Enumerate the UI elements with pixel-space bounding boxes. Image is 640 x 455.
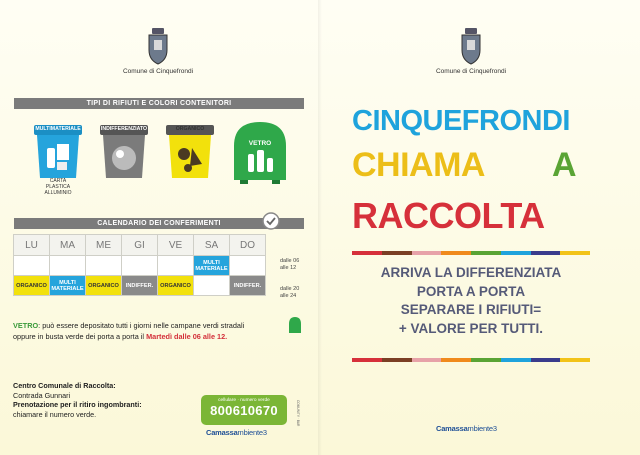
- tagline-line: PORTA A PORTA: [416, 283, 526, 299]
- bin-indifferenziato: [98, 120, 150, 184]
- municipality-name: Comune di Cinquefrondi: [122, 68, 194, 75]
- day-lu: LU: [14, 235, 50, 256]
- calendar-cell: [50, 256, 86, 276]
- ritiro-text: chiamare il numero verde.: [13, 409, 97, 419]
- vertical-text: COMUNITY · BAR: [296, 400, 300, 427]
- vetro-text: : può essere depositato tutti i giorni nelle campane verdi stradali: [38, 321, 245, 330]
- bin-caption-multimateriale: CARTA PLASTICA ALLUMINIO: [44, 178, 72, 196]
- vetro-note: [13, 320, 303, 342]
- calendar-cell: ORGANICO: [14, 276, 50, 296]
- calendar-cell: ORGANICO: [86, 276, 122, 296]
- centro-address: Contrada Gunnari: [13, 390, 71, 400]
- color-stripe-top: [352, 251, 590, 255]
- bin-vetro-icon: [230, 118, 290, 186]
- bin-label: ORGANICO: [175, 126, 205, 132]
- calendar-row-evening: [14, 276, 266, 296]
- day-me: ME: [86, 235, 122, 256]
- title-line-1: CINQUEFRONDI: [352, 105, 570, 137]
- calendar-cell: [194, 276, 230, 296]
- check-icon: [262, 212, 280, 230]
- stripe-segment: [501, 358, 531, 362]
- vetro-schedule: Martedì dalle 06 alle 12.: [146, 332, 228, 341]
- page-fold: [318, 0, 322, 455]
- day-sa: SA: [194, 235, 230, 256]
- stripe-segment: [471, 251, 501, 255]
- stripe-segment: [501, 251, 531, 255]
- logo-main: Camassa: [206, 428, 238, 437]
- stripe-segment: [382, 251, 412, 255]
- calendar-cell: [230, 256, 266, 276]
- stripe-segment: [441, 358, 471, 362]
- bin-label: INDIFFERENZIATO: [100, 126, 148, 132]
- bin-label: MULTIMATERIALE: [35, 126, 81, 132]
- calendar-cell: MULTI MATERIALE: [194, 256, 230, 276]
- calendar-section-title: CALENDARIO DEI CONFERIMENTI: [14, 218, 304, 229]
- time-slot-morning: dalle 06 alle 12: [280, 258, 300, 271]
- calendar-day-row: [14, 235, 266, 256]
- stripe-segment: [412, 358, 442, 362]
- stripe-segment: [382, 358, 412, 362]
- bin-label: VETRO: [248, 140, 272, 147]
- center-info: [13, 381, 142, 419]
- municipality-crest-right: [406, 28, 536, 75]
- phone-number: 800610670: [210, 403, 278, 418]
- title-line-2-a: A: [552, 146, 577, 184]
- camassa-logo-right: [436, 424, 497, 433]
- day-ve: VE: [158, 235, 194, 256]
- vetro-label: VETRO: [13, 321, 39, 330]
- camassa-logo-left: [206, 428, 267, 437]
- time-slot-evening: dalle 20 alle 24: [280, 286, 300, 299]
- calendar-cell: [14, 256, 50, 276]
- stripe-segment: [352, 251, 382, 255]
- bins-section-title: TIPI DI RIFIUTI E COLORI CONTENITORI: [14, 98, 304, 109]
- stripe-segment: [531, 358, 561, 362]
- bin-organico: [164, 120, 216, 184]
- logo-sub: mbiente3: [237, 428, 267, 437]
- logo-sub: mbiente3: [467, 424, 497, 433]
- tagline-line: SEPARARE I RIFIUTI=: [400, 302, 542, 317]
- calendar-cell: [158, 256, 194, 276]
- day-gi: GI: [122, 235, 158, 256]
- title-line-2: CHIAMA: [352, 146, 485, 184]
- calendar-row-morning: [14, 256, 266, 276]
- centro-title: Centro Comunale di Raccolta:: [13, 381, 116, 390]
- stripe-segment: [531, 251, 561, 255]
- stripe-segment: [471, 358, 501, 362]
- logo-main: Camassa: [436, 424, 468, 433]
- stripe-segment: [560, 251, 590, 255]
- bin-vetro: [230, 118, 290, 186]
- phone-label: cellulare · numero verde: [218, 398, 270, 403]
- tagline-line: ARRIVA LA DIFFERENZIATA: [380, 265, 562, 280]
- stripe-segment: [412, 251, 442, 255]
- crest-icon: [146, 28, 170, 66]
- calendar-cell: [86, 256, 122, 276]
- tagline-line: + VALORE PER TUTTI.: [398, 320, 544, 336]
- municipality-name: Comune di Cinquefrondi: [435, 68, 507, 75]
- collection-calendar: [13, 234, 266, 296]
- title-line-3: RACCOLTA: [352, 195, 545, 236]
- toll-free-number-box[interactable]: [201, 395, 287, 425]
- calendar-cell: INDIFFER.: [122, 276, 158, 296]
- stripe-segment: [352, 358, 382, 362]
- crest-icon: [459, 28, 483, 66]
- day-do: DO: [230, 235, 266, 256]
- municipality-crest-left: [93, 28, 223, 75]
- vetro-text-2: oppure in busta verde dei porta a porta il: [13, 332, 147, 341]
- ritiro-title: Prenotazione per il ritiro ingombranti:: [13, 400, 142, 409]
- glass-bell-icon: [288, 316, 302, 334]
- calendar-cell: [122, 256, 158, 276]
- stripe-segment: [441, 251, 471, 255]
- color-stripe-bottom: [352, 358, 590, 362]
- stripe-segment: [560, 358, 590, 362]
- calendar-cell: MULTI MATERIALE: [50, 276, 86, 296]
- tagline: [352, 264, 590, 338]
- calendar-cell: ORGANICO: [158, 276, 194, 296]
- day-ma: MA: [50, 235, 86, 256]
- calendar-cell: INDIFFER.: [230, 276, 266, 296]
